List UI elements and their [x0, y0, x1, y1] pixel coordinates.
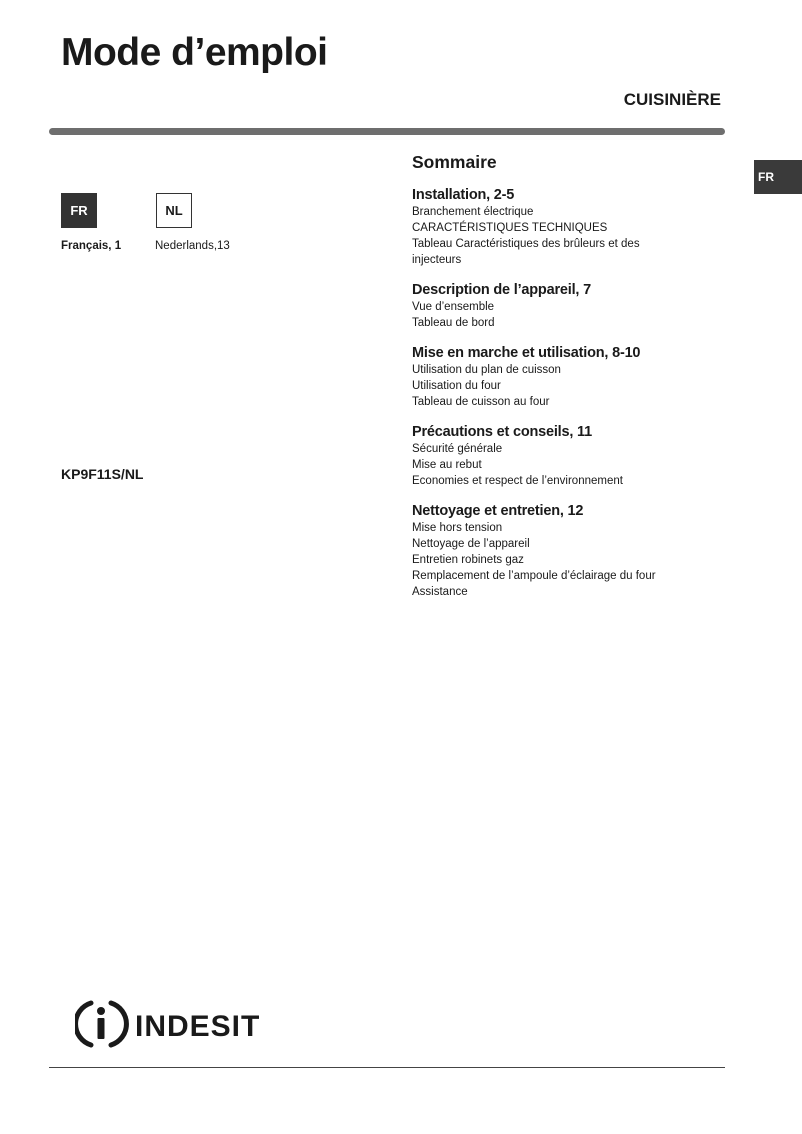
toc-item: Tableau Caractéristiques des brûleurs et des [412, 238, 640, 250]
info-i-logo-icon [76, 1003, 127, 1045]
toc-item: Mise au rebut [412, 459, 482, 471]
language-side-tab[interactable]: FR [754, 160, 802, 194]
toc-item: Nettoyage de l’appareil [412, 538, 530, 550]
brand-name: INDESIT [135, 1010, 261, 1043]
toc-item: CARACTÉRISTIQUES TECHNIQUES [412, 222, 608, 234]
toc-item: Branchement électrique [412, 206, 534, 218]
toc-item: injecteurs [412, 254, 462, 266]
toc-section-description [412, 281, 712, 331]
document-title: Mode d’emploi [61, 31, 328, 74]
language-box-nl[interactable]: NL [156, 193, 192, 228]
toc-item: Utilisation du plan de cuisson [412, 364, 561, 376]
toc-heading: Sommaire [412, 152, 497, 172]
bottom-divider [49, 1067, 725, 1068]
toc-item: Sécurité générale [412, 443, 503, 455]
toc-item: Utilisation du four [412, 380, 501, 392]
language-box-fr[interactable]: FR [61, 193, 97, 228]
toc-section-title[interactable]: Nettoyage et entretien, 12 [412, 503, 584, 519]
toc-item: Economies et respect de l’environnement [412, 475, 623, 487]
toc-item: Entretien robinets gaz [412, 554, 524, 566]
model-number: KP9F11S/NL [61, 466, 144, 482]
indesit-logo [75, 996, 270, 1052]
toc-section-precautions [412, 423, 712, 489]
toc-item: Vue d’ensemble [412, 301, 495, 313]
toc-section-maintenance [412, 502, 712, 600]
top-divider [49, 128, 725, 135]
toc-section-installation [412, 186, 712, 268]
toc-section-title[interactable]: Installation, 2-5 [412, 187, 515, 203]
toc-item: Assistance [412, 586, 468, 598]
toc-item: Tableau de bord [412, 317, 495, 329]
toc-item: Tableau de cuisson au four [412, 396, 550, 408]
toc-section-title[interactable]: Mise en marche et utilisation, 8-10 [412, 345, 641, 361]
toc-item: Mise hors tension [412, 522, 503, 534]
toc-section-usage [412, 344, 712, 410]
toc-item: Remplacement de l’ampoule d’éclairage du four [412, 570, 656, 582]
table-of-contents [412, 151, 712, 613]
language-label-fr[interactable]: Français, 1 [61, 240, 122, 252]
product-type-label: CUISINIÈRE [623, 90, 721, 109]
toc-section-title[interactable]: Précautions et conseils, 11 [412, 424, 592, 440]
toc-section-title[interactable]: Description de l’appareil, 7 [412, 282, 591, 298]
language-label-nl[interactable]: Nederlands,13 [155, 240, 230, 252]
